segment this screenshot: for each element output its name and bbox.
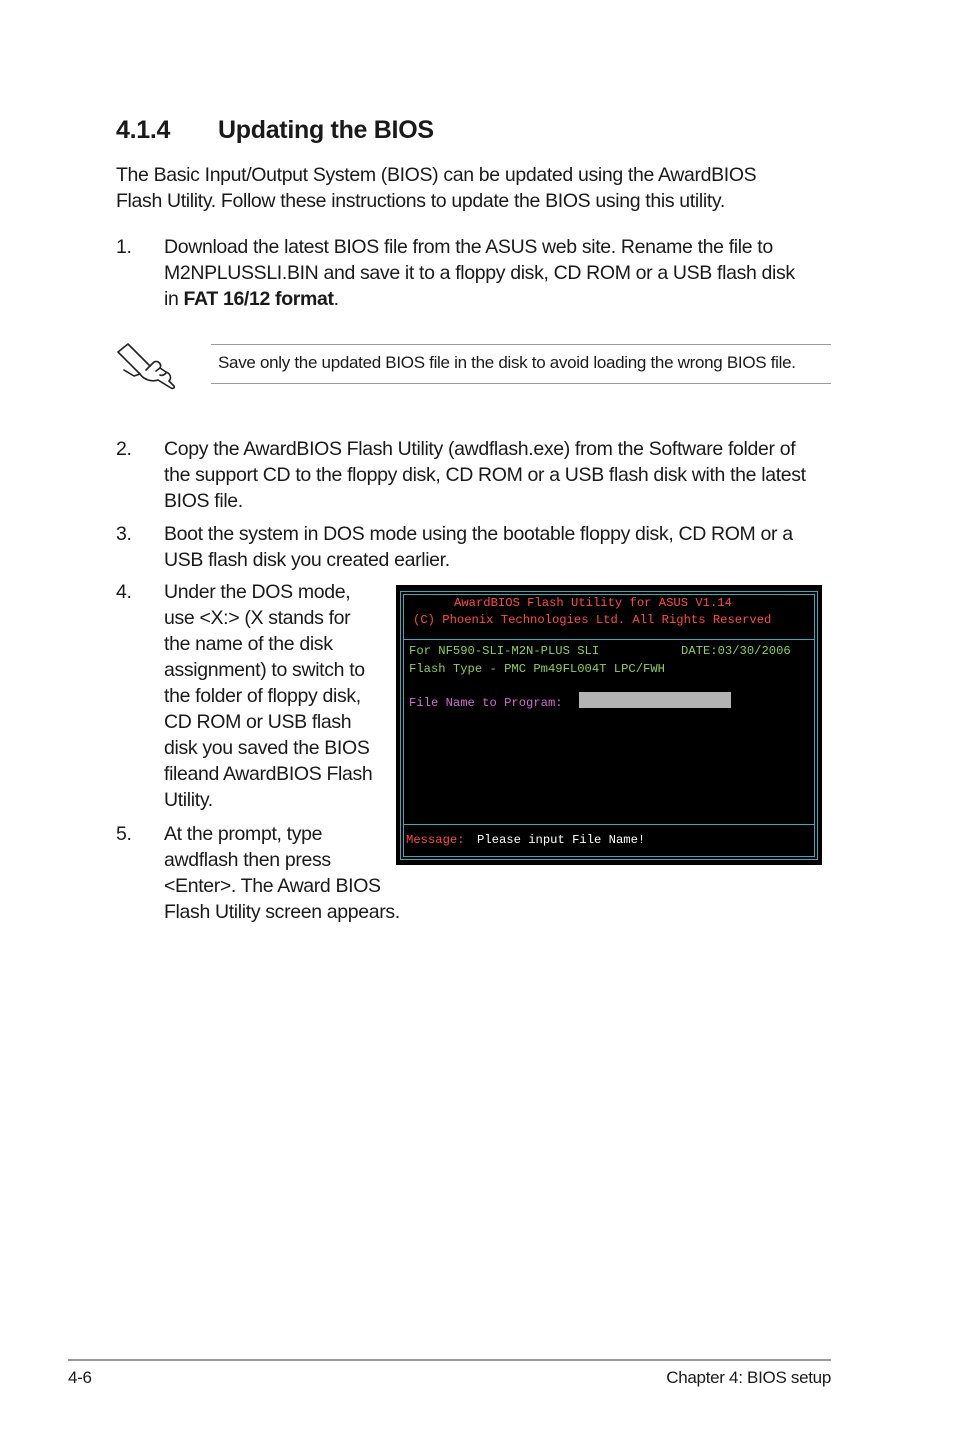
file-name-input[interactable]: [579, 692, 731, 708]
awardbios-screen: [396, 585, 822, 865]
bios-date: DATE:03/30/2006: [681, 644, 791, 658]
step-line: BIOS file.: [164, 490, 243, 512]
bios-header-divider: [403, 639, 815, 640]
step-1: [116, 234, 836, 314]
note-top-rule: [211, 344, 831, 345]
step-line: the folder of floppy disk,: [164, 685, 361, 707]
note-bottom-rule: [211, 383, 831, 384]
step-line: Utility.: [164, 789, 213, 811]
step-line: Flash Utility screen appears.: [164, 901, 400, 923]
bios-flash-type: Flash Type - PMC Pm49FL004T LPC/FWH: [409, 662, 665, 676]
step-text: in: [164, 288, 184, 310]
bios-board-name: For NF590-SLI-M2N-PLUS SLI: [409, 644, 600, 658]
step-line: Boot the system in DOS mode using the bootable floppy disk, CD ROM or a: [164, 523, 793, 545]
fat-format-emphasis: FAT 16/12 format: [183, 288, 334, 310]
step-2: [116, 436, 836, 516]
step-line: the name of the disk: [164, 633, 333, 655]
step-line: disk you saved the BIOS: [164, 737, 370, 759]
step-line: CD ROM or USB flash: [164, 711, 352, 733]
intro-line: Flash Utility. Follow these instructions to update the BIOS using this utility.: [116, 190, 725, 212]
step-4: [116, 579, 396, 815]
step-line: M2NPLUSSLI.BIN and save it to a floppy disk, CD ROM or a USB flash disk: [164, 262, 795, 284]
intro-paragraph: [116, 162, 756, 214]
step-line: Under the DOS mode,: [164, 581, 351, 603]
step-number: 2.: [116, 438, 132, 460]
bios-file-prompt: File Name to Program:: [409, 696, 563, 710]
step-line: At the prompt, type: [164, 823, 323, 845]
step-line: use <X:> (X stands for: [164, 607, 351, 629]
step-line: awdflash then press: [164, 849, 331, 871]
section-title: Updating the BIOS: [218, 116, 434, 144]
step-line: <Enter>. The Award BIOS: [164, 875, 381, 897]
step-number: 3.: [116, 523, 132, 545]
bios-title: AwardBIOS Flash Utility for ASUS V1.14: [454, 596, 732, 610]
section-heading: [116, 116, 434, 145]
footer-rule: [68, 1359, 831, 1361]
step-line: USB flash disk you created earlier.: [164, 549, 450, 571]
bios-copyright: (C) Phoenix Technologies Ltd. All Rights Reserved: [413, 613, 772, 627]
step-line: Copy the AwardBIOS Flash Utility (awdflash.exe) from the Software folder of: [164, 438, 796, 460]
section-number: 4.1.4: [116, 116, 171, 144]
bios-message-label: Message:: [406, 833, 465, 847]
step-line: fileand AwardBIOS Flash: [164, 763, 373, 785]
chapter-label: Chapter 4: BIOS setup: [666, 1368, 831, 1387]
step-text: .: [333, 288, 339, 310]
note-text: Save only the updated BIOS file in the disk to avoid loading the wrong BIOS file.: [218, 353, 796, 372]
bios-inner-frame: [403, 594, 815, 857]
step-number: 1.: [116, 236, 132, 258]
step-line: the support CD to the floppy disk, CD ROM or a USB flash disk with the latest: [164, 464, 806, 486]
step-3: [116, 521, 836, 575]
bios-message-text: Please input File Name!: [477, 833, 646, 847]
step-line: [164, 286, 844, 312]
intro-line: The Basic Input/Output System (BIOS) can be updated using the AwardBIOS: [116, 164, 757, 186]
step-number: 4.: [116, 581, 132, 603]
step-line: assignment) to switch to: [164, 659, 365, 681]
page-number: 4-6: [68, 1368, 92, 1387]
step-5: [116, 821, 416, 927]
step-line: Download the latest BIOS file from the ASUS web site. Rename the file to: [164, 236, 773, 258]
pointing-hand-icon: [114, 340, 180, 390]
bios-message-divider: [403, 824, 815, 825]
step-number: 5.: [116, 823, 132, 845]
